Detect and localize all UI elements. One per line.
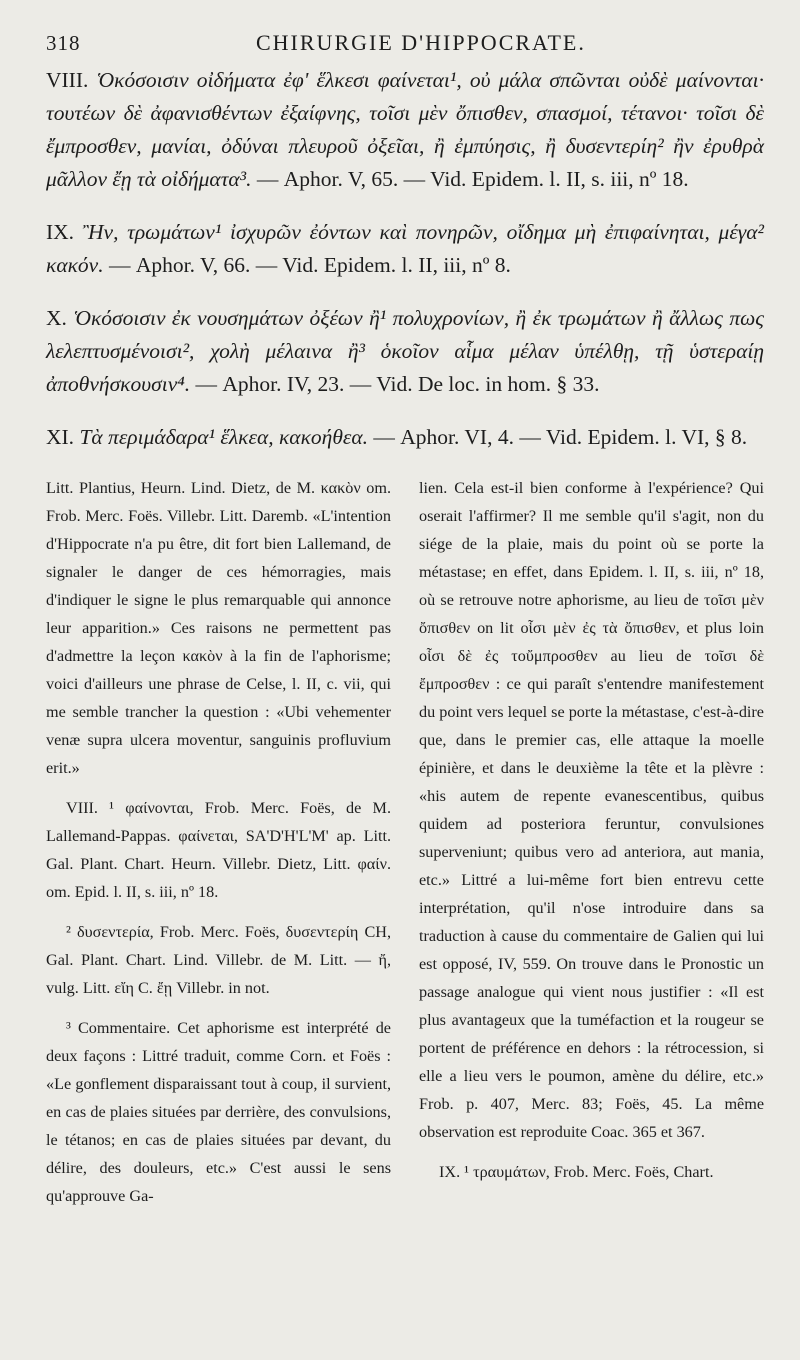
aphorism-ix [46,216,764,282]
notes-columns [46,474,764,1222]
note-paragraph: ² δυσεντερία, Frob. Merc. Foës, δυσεντερίη CH, Gal. Plant. Chart. Lind. Villebr. de M. Litt. — ἤ, vulg. Litt. εἴη C. ἔῃ Villebr. in not. [46,923,391,997]
aphorism-numeral: XI. [46,425,75,449]
aphorism-greek-text: Ὁκόσοισιν οἰδήματα ἐφ' ἕλκεσι φαίνεται¹, οὐ μάλα σπῶνται οὐδὲ μαίνονται· τουτέων δὲ ἀφανισθέντων ἐξαίφνης, τοῖσι μὲν ὄπισθεν, σπασμοί, τέτανοι· τοῖσι δὲ ἔμπροσθεν, μανίαι, ὀδύναι πλευροῦ ὀξεῖαι, ἢ ἐμπύησις, ἢ δυσεντερίη² ἢν ἐρυθρὰ μᾶλλον ἔῃ τὰ οἰδήματα³. [46,68,764,191]
aphorism-reference: — Aphor. IV, 23. — Vid. De loc. in hom. § 33. [195,372,600,396]
page-number: 318 [46,31,81,55]
aphorism-reference: — Aphor. V, 66. — Vid. Epidem. l. II, iii, nº 8. [108,253,511,277]
note-paragraph: VIII. ¹ φαίνονται, Frob. Merc. Foës, de M. Lallemand-Pappas. φαίνεται, SA'D'H'L'M' ap. Litt. Gal. Plant. Chart. Heurn. Villebr. Dietz, Litt. φαίν. om. Epid. l. II, s. iii, nº 18. [46,799,391,901]
running-title: CHIRURGIE D'HIPPOCRATE. [256,30,586,55]
note-paragraph: lien. Cela est-il bien conforme à l'expérience? Qui oserait l'affirmer? Il me semble qu'il s'agit, non du siége de la plaie, mais du point où se porte la métastase; en effet, dans Epidem. l. II, s. iii, nº 18, où se retrouve notre aphorisme, au lieu de τοῖσι μὲν ὄπισθεν on lit οἷσι μὲν ἐς τὰ ὄπισθεν, et plus loin οἷσι δὲ ἐς τοὔμπροσθεν au lieu de τοῖσι δὲ ἔμπροσθεν : ce qui paraît s'entendre manifestement du point vers lequel se porte la métastase, c'est-à-dire que, dans le premier cas, elle attaque la moelle épinière, et dans le deuxième la tête et la plèvre : «his autem de repente evanescentibus, quibus quidem ad posteriora feruntur, convulsiones superveniunt; quibus vero ad anteriora, aut mania, etc.» Littré a lui-même fort bien entrevu cette interprétation, qu'il n'ose introduire dans sa traduction à cause du commentaire de Galien qui lui est opposé, IV, 559. On trouve dans le Pronostic un passage analogue qui vient nous justifier : «Il est plus avantageux que la tuméfaction et la rougeur se portent de préférence en dehors : la rétrocession, si elle a lieu vers le poumon, amène du délire, etc.» Frob. p. 407, Merc. 83; Foës, 45. La même observation est reproduite Coac. 365 et 367. [419,479,764,1141]
aphorism-greek-text: Ἢν, τρωμάτων¹ ἰσχυρῶν ἐόντων καὶ πονηρῶν, οἴδημα μὴ ἐπιφαίνηται, μέγα² κακόν. [46,220,764,277]
notes-right-column [419,474,764,1222]
aphorism-reference: — Aphor. VI, 4. — Vid. Epidem. l. VI, § 8. [373,425,748,449]
note-paragraph: ³ Commentaire. Cet aphorisme est interprété de deux façons : Littré traduit, comme Corn. et Foës : «Le gonflement disparaissant tout à coup, il survient, en cas de plaies situées par derrière, des convulsions, le tétanos; en cas de plaies situées par devant, du délire, des douleurs, etc.» C'est aussi le sens qu'approuve Ga- [46,1019,391,1205]
note-paragraph: IX. ¹ τραυμάτων, Frob. Merc. Foës, Chart. [439,1163,714,1181]
aphorism-greek-text: Τὰ περιμάδαρα¹ ἕλκεα, κακοήθεα. [79,425,369,449]
aphorism-x [46,302,764,401]
aphorism-xi [46,421,764,454]
aphorism-viii [46,64,764,196]
note-paragraph: Litt. Plantius, Heurn. Lind. Dietz, de M. κακὸν om. Frob. Merc. Foës. Villebr. Litt. Daremb. «L'intention d'Hippocrate n'a pu être, dit fort bien Lallemand, de signaler le danger de ces hémorragies, mais d'indiquer le signe le plus remarquable qui annonce leur apparition.» Ces raisons ne permettent pas d'admettre la leçon κακὸν à la fin de l'aphorisme; voici d'ailleurs une phrase de Celse, l. II, c. vii, qui me semble trancher la question : «Ubi vehementer venæ supra ulcera moventur, sanguinis profluvium erit.» [46,479,391,777]
notes-left-column [46,474,391,1222]
aphorism-numeral: X. [46,306,67,330]
aphorism-greek-text: Ὁκόσοισιν ἐκ νουσημάτων ὀξέων ἢ¹ πολυχρονίων, ἢ ἐκ τρωμάτων ἢ ἄλλως πως λελεπτυσμένοισι², χολὴ μέλαινα ἢ³ ὁκοῖον αἷμα μέλαν ὑπέλθῃ, τῇ ὑστεραίῃ ἀποθνήσκουσιν⁴. [46,306,764,396]
aphorism-reference: — Aphor. V, 65. — Vid. Epidem. l. II, s. iii, nº 18. [256,167,689,191]
page-header [46,30,764,56]
aphorism-numeral: VIII. [46,68,89,92]
aphorism-numeral: IX. [46,220,75,244]
